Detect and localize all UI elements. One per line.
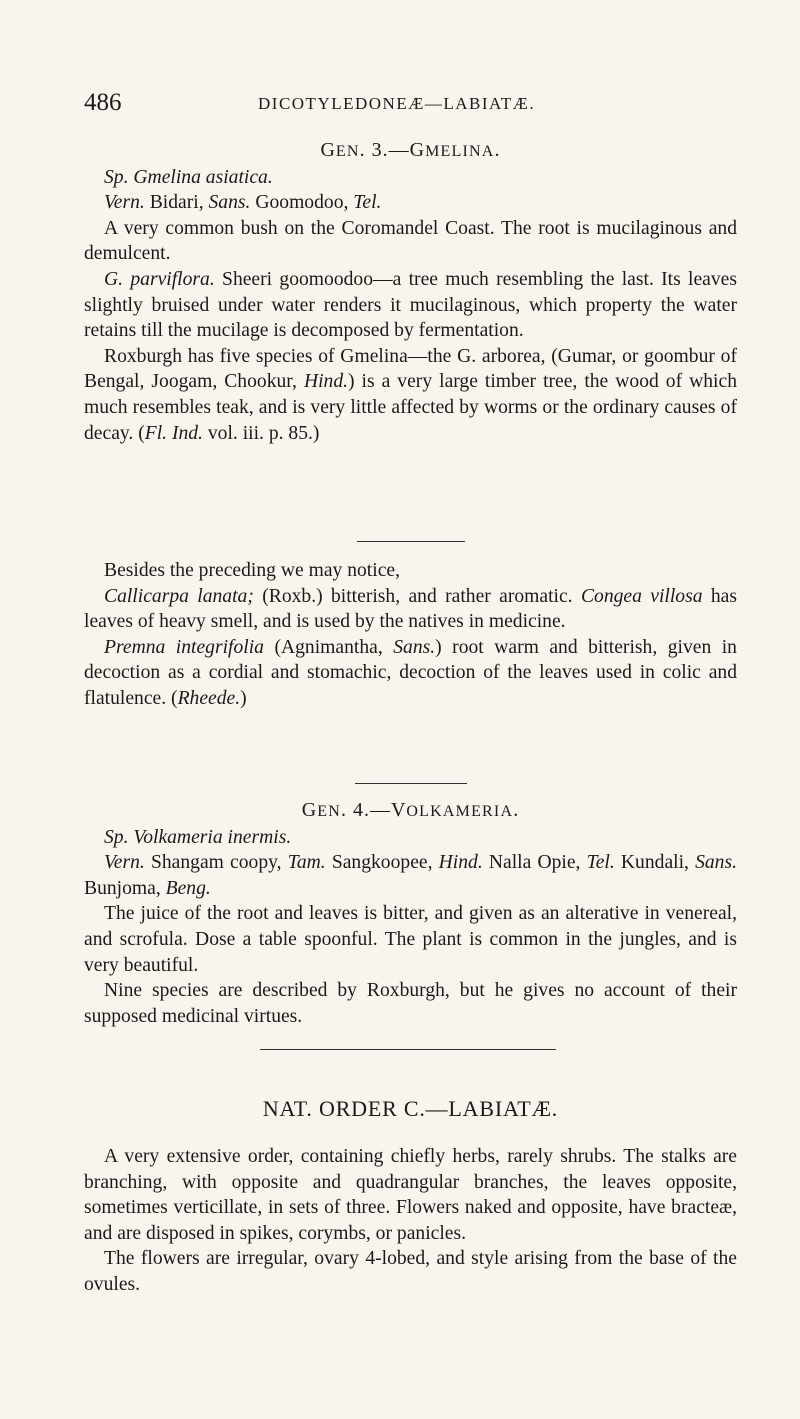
paragraph: A very common bush on the Coromandel Coast. The root is mucilaginous and demulcent.: [84, 217, 737, 265]
divider: [357, 541, 465, 542]
paragraph: The juice of the root and leaves is bitter, and given as an alterative in venereal, and scrofula. Dose a table spoonful. The plant is common in the jungles, and is very beautiful.: [84, 903, 737, 976]
section-others: [84, 558, 737, 712]
divider: [260, 1049, 556, 1050]
paragraph: A very extensive order, containing chiefly herbs, rarely shrubs. The stalks are branching, with opposite and quadrangular branches, the leaves opposite, sometimes verticillate, in sets of three. Flowers naked and opposite, have bracteæ, and are disposed in spikes, corymbs, or panicles.: [84, 1146, 737, 1244]
page-number: 486: [84, 89, 122, 116]
running-title: DICOTYLEDONEÆ—LABIATÆ.: [258, 94, 536, 113]
paragraph: Callicarpa lanata; (Roxb.) bitterish, and rather aromatic. Congea villosa has leaves of heavy smell, and is used by the natives in medicine.: [84, 585, 737, 633]
divider: [355, 783, 467, 784]
vernacular-line: Vern. Bidari, Sans. Goomodoo, Tel.: [104, 192, 382, 214]
paragraph: Roxburgh has five species of Gmelina—the G. arborea, (Gumar, or goombur of Bengal, Joogam, Chookur, Hind.) is a very large timber tree, the wood of which much resembles teak, and is very little affected by worms or the ordinary causes of decay. (Fl. Ind. vol. iii. p. 85.): [84, 345, 737, 444]
species-line: Sp. Volkameria inermis.: [104, 826, 292, 848]
species-line: Sp. Gmelina asiatica.: [104, 166, 273, 188]
genus-heading-volkameria: GEN. 4.—VOLKAMERIA.: [301, 799, 520, 821]
paragraph: The flowers are irregular, ovary 4-lobed, and style arising from the base of the ovules.: [84, 1248, 737, 1295]
genus-heading-gmelina: GEN. 3.—GMELINA.: [320, 139, 501, 161]
section-labiatae: [84, 1144, 737, 1298]
vernacular-line: Vern. Shangam coopy, Tam. Sangkoopee, Hind. Nalla Opie, Tel. Kundali, Sans. Bunjoma, Beng.: [84, 852, 737, 899]
paragraph: Nine species are described by Roxburgh, but he gives no account of their supposed medicinal virtues.: [84, 980, 737, 1027]
paragraph: Besides the preceding we may notice,: [104, 560, 400, 581]
paragraph: Premna integrifolia (Agnimantha, Sans.) root warm and bitterish, given in decoction as a cordial and stomachic, decoction of the leaves used in colic and flatulence. (Rheede.): [84, 636, 737, 709]
page-header: [84, 89, 724, 121]
order-heading: NAT. ORDER C.—LABIATÆ.: [262, 1096, 559, 1121]
section-gmelina: [84, 138, 737, 446]
paragraph: G. parviflora. Sheeri goomoodoo—a tree much resembling the last. Its leaves slightly bruised under water renders it mucilaginous, which property the water retains till the mucilage is decomposed by fermentation.: [84, 268, 738, 342]
section-volkameria: [84, 798, 737, 1029]
